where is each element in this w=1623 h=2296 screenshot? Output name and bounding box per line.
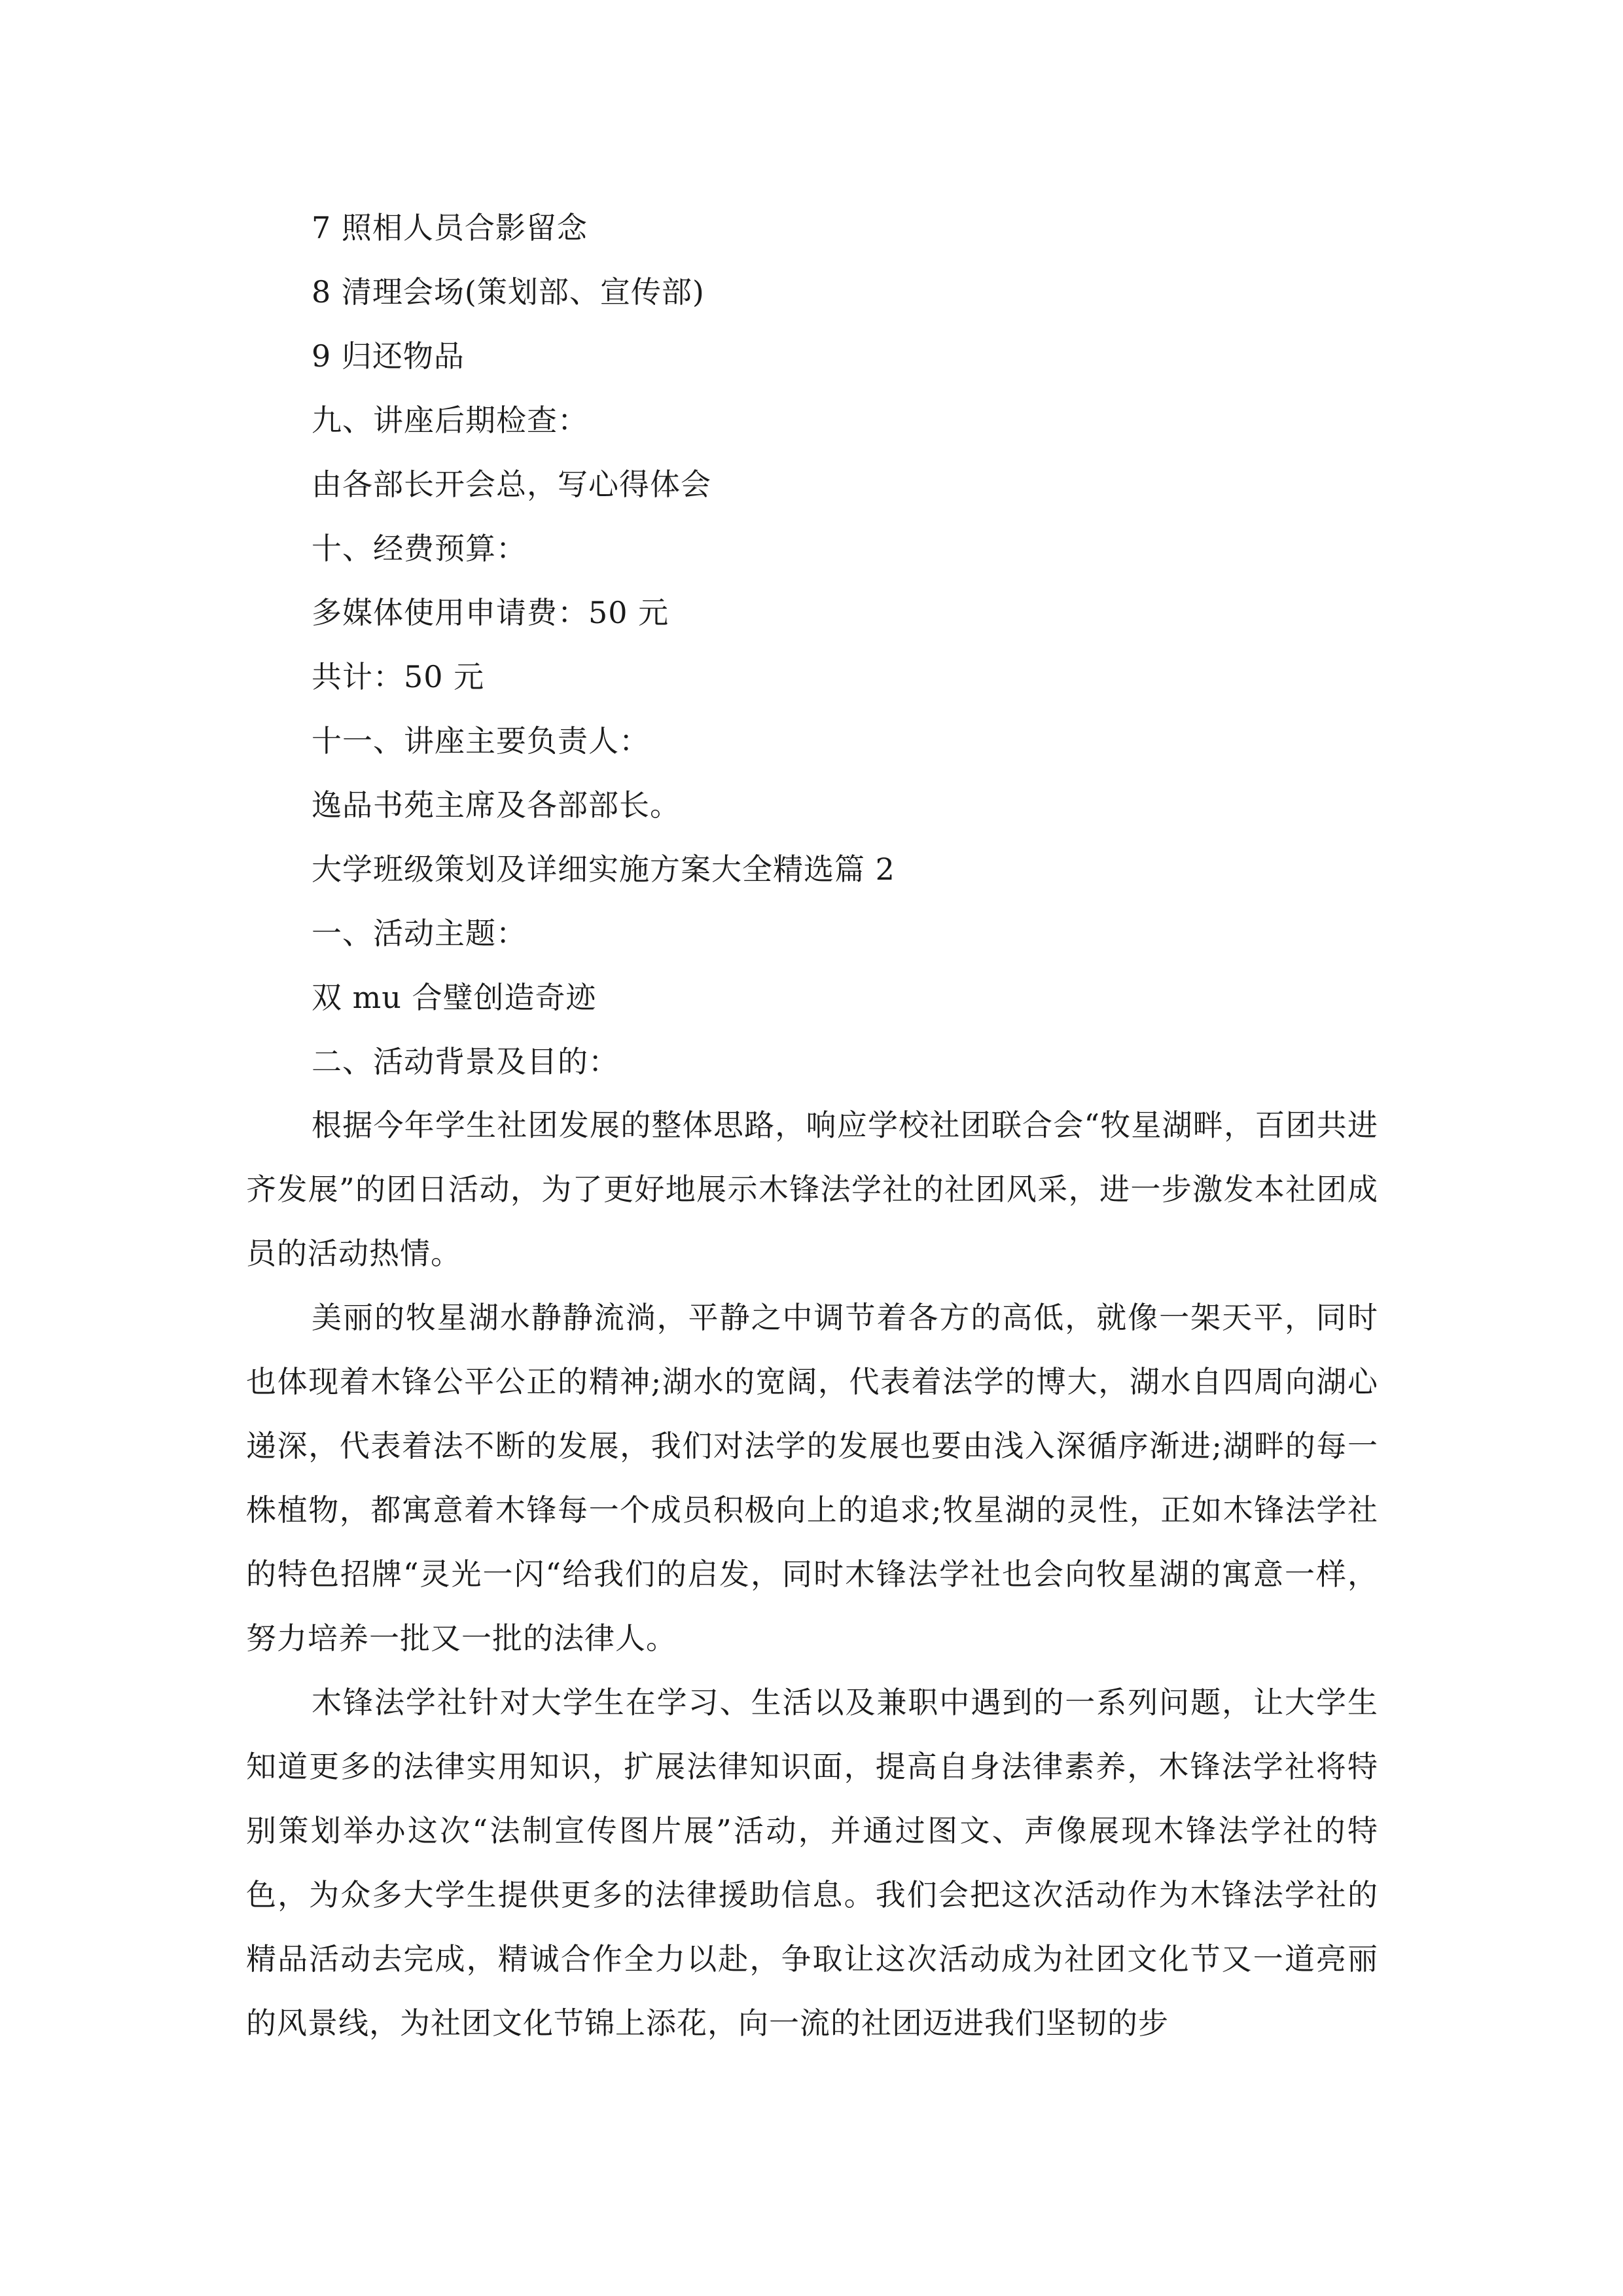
article-title: 大学班级策划及详细实施方案大全精选篇 2 xyxy=(312,852,895,887)
list-item-9: 9 归还物品 xyxy=(312,338,465,374)
section-text-review: 由各部长开会总，写心得体会 xyxy=(312,467,711,502)
list-item-7: 7 照相人员合影留念 xyxy=(312,210,588,245)
section-heading-background: 二、活动背景及目的： xyxy=(312,1044,619,1079)
budget-item: 多媒体使用申请费：50 元 xyxy=(312,595,669,630)
section-heading-9: 九、讲座后期检查： xyxy=(312,403,588,438)
section-text-responsible: 逸品书苑主席及各部部长。 xyxy=(312,787,681,823)
section-text-theme: 双 mu 合璧创造奇迹 xyxy=(312,980,597,1015)
paragraph-background-3: 木锋法学社针对大学生在学习、生活以及兼职中遇到的一系列问题，让大学生知道更多的法律实用知识，扩展法律知识面，提高自身法律素养，木锋法学社将特别策划举办这次“法制宣传图片展”活动，并通过图文、声像展现木锋法学社的特色，为众多大学生提供更多的法律援助信息。我们会把这次活动作为木锋法学社的精品活动去完成，精诚合作全力以赴，争取让这次活动成为社团文化节又一道亮丽的风景线，为社团文化节锦上添花，向一流的社团迈进我们坚韧的步 xyxy=(246,1685,1378,2041)
budget-total: 共计：50 元 xyxy=(312,659,485,694)
paragraph-background-1: 根据今年学生社团发展的整体思路，响应学校社团联合会“牧星湖畔，百团共进齐发展”的团日活动，为了更好地展示木锋法学社的社团风采，进一步激发本社团成员的活动热情。 xyxy=(246,1107,1378,1271)
section-heading-theme: 一、活动主题： xyxy=(312,916,527,951)
paragraph-background-2: 美丽的牧星湖水静静流淌，平静之中调节着各方的高低，就像一架天平，同时也体现着木锋公平公正的精神;湖水的宽阔，代表着法学的博大，湖水自四周向湖心递深，代表着法不断的发展，我们对法学的发展也要由浅入深循序渐进;湖畔的每一株植物，都寓意着木锋每一个成员积极向上的追求;牧星湖的灵性，正如木锋法学社的特色招牌“灵光一闪“给我们的启发，同时木锋法学社也会向牧星湖的寓意一样，努力培养一批又一批的法律人。 xyxy=(246,1300,1378,1656)
section-heading-11: 十一、讲座主要负责人： xyxy=(312,723,650,759)
section-heading-10: 十、经费预算： xyxy=(312,531,527,566)
list-item-8: 8 清理会场(策划部、宣传部) xyxy=(312,274,705,310)
